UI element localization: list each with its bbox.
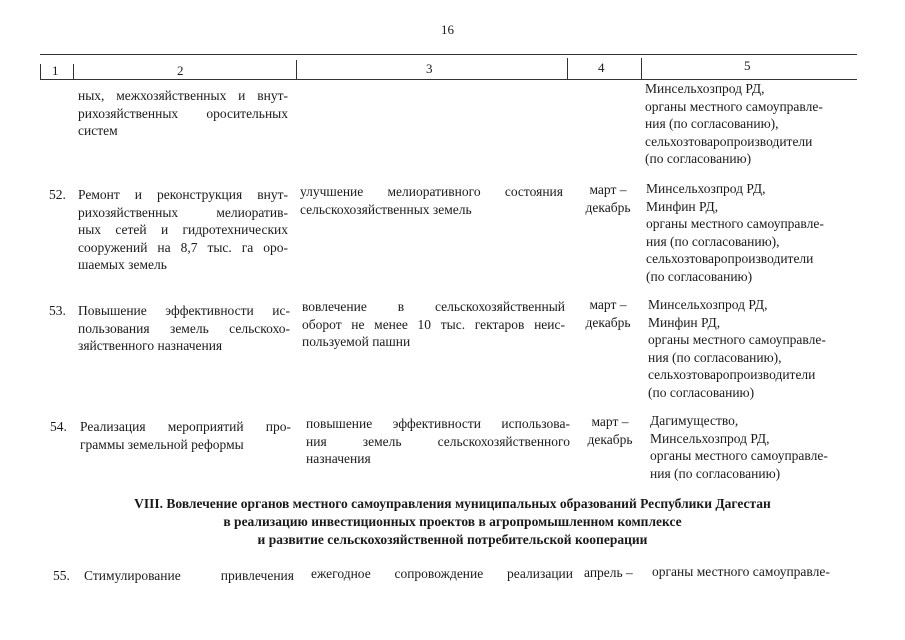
row-measure <box>80 418 291 453</box>
text-line: ежегодное сопровождение реализации <box>311 566 573 581</box>
text-line: март – <box>589 297 627 312</box>
text-line: декабрь <box>585 199 631 215</box>
row-period <box>578 296 638 331</box>
column-header-2: 2 <box>177 63 184 78</box>
text-line: граммы земельной реформы <box>80 436 244 452</box>
text-line: декабрь <box>585 314 631 330</box>
table-header-divider <box>296 60 297 80</box>
row-number: 54. <box>50 419 67 434</box>
text-line: Минфин РД, <box>646 198 719 214</box>
text-line: пользования земель сельскохо- <box>78 320 290 336</box>
text-line: Стимулирование привлечения <box>84 568 294 583</box>
text-line: органы местного самоуправле- <box>646 216 824 231</box>
table-header-divider <box>641 58 642 80</box>
text-line: улучшение мелиоративного состояния <box>300 184 563 199</box>
row-executors <box>646 180 856 285</box>
text-line: Минсельхозпрод РД, <box>645 81 765 96</box>
text-line: Минсельхозпрод РД, <box>650 430 770 446</box>
text-line: сельхозтоваропроизводители <box>645 133 813 149</box>
page-number: 16 <box>441 22 454 37</box>
text-line: ния земель сельскохозяйственного <box>306 433 570 449</box>
text-line: март – <box>591 414 629 429</box>
text-line: (по согласованию) <box>648 384 755 400</box>
column-header-1: 1 <box>52 63 59 78</box>
row-number: 53. <box>49 303 66 318</box>
text-line: рихозяйственных мелиоратив- <box>78 204 288 220</box>
column-header-4: 4 <box>598 60 605 75</box>
text-line: ния (по согласованию), <box>648 349 782 365</box>
section-heading-line: в реализацию инвестиционных проектов в агропромышленном комплексе <box>223 514 682 529</box>
row-result <box>306 415 570 468</box>
row-executors <box>650 412 860 482</box>
row-number: 55. <box>53 568 70 583</box>
row-executors <box>648 296 858 401</box>
text-line: ных, межхозяйственных и внут- <box>78 88 288 103</box>
row-measure <box>84 567 294 585</box>
text-line: шаемых земель <box>78 257 167 272</box>
text-line: декабрь <box>587 431 633 447</box>
text-line: рихозяйственных оросительных <box>78 105 288 121</box>
table-header-top-line <box>40 54 857 55</box>
continuation-measure <box>78 87 288 140</box>
text-line: ния (по согласованию), <box>645 116 779 131</box>
text-line: оборот не менее 10 тыс. гектаров неис- <box>302 316 565 332</box>
row-period <box>584 564 633 582</box>
text-line: повышение эффективности использова- <box>306 416 570 431</box>
column-header-5: 5 <box>744 58 751 73</box>
table-header-divider <box>40 64 41 80</box>
row-result <box>311 565 573 583</box>
text-line: пользуемой пашни <box>302 334 411 349</box>
text-line: Реализация мероприятий про- <box>80 419 291 434</box>
text-line: Минсельхозпрод РД, <box>648 297 768 312</box>
text-line: вовлечение в сельскохозяйственный <box>302 299 565 314</box>
text-line: ния (по согласованию) <box>650 465 781 481</box>
text-line: назначения <box>306 451 371 466</box>
text-line: зяйственного назначения <box>78 338 223 353</box>
row-number: 52. <box>49 187 66 202</box>
column-header-3: 3 <box>426 61 433 76</box>
text-line: март – <box>589 182 627 197</box>
text-line: Минфин РД, <box>648 314 721 330</box>
text-line: Минсельхозпрод РД, <box>646 181 766 196</box>
row-measure <box>78 186 288 274</box>
row-result <box>302 298 565 351</box>
text-line: органы местного самоуправле- <box>648 332 826 347</box>
text-line: апрель – <box>584 565 633 580</box>
text-line: органы местного самоуправле- <box>650 448 828 463</box>
row-measure <box>78 302 290 355</box>
text-line: Повышение эффективности ис- <box>78 303 290 318</box>
text-line: сооружений на 8,7 тыс. га оро- <box>78 239 288 255</box>
text-line: органы местного самоуправле- <box>652 564 830 579</box>
section-heading-line: и развитие сельскохозяйственной потребительской кооперации <box>257 532 648 547</box>
text-line: Ремонт и реконструкция внут- <box>78 187 288 202</box>
text-line: (по согласованию) <box>646 268 753 284</box>
text-line: систем <box>78 123 118 138</box>
row-period <box>578 181 638 216</box>
text-line: органы местного самоуправле- <box>645 98 823 114</box>
row-period <box>580 413 640 448</box>
text-line: сельхозтоваропроизводители <box>646 251 814 266</box>
text-line: (по согласованию) <box>645 151 752 166</box>
text-line: сельхозтоваропроизводители <box>648 367 816 382</box>
row-result <box>300 183 563 218</box>
row-executors <box>652 563 862 581</box>
text-line: ния (по согласованию), <box>646 233 780 249</box>
table-header-divider <box>567 58 568 80</box>
table-header-divider <box>73 64 74 80</box>
section-heading-line: VIII. Вовлечение органов местного самоуправления муниципальных образований Республики Дагестан <box>134 496 771 511</box>
text-line: ных сетей и гидротехнических <box>78 222 288 237</box>
continuation-executors <box>645 80 855 168</box>
text-line: Дагимущество, <box>650 413 739 428</box>
text-line: сельскохозяйственных земель <box>300 201 472 217</box>
section-heading <box>0 495 905 549</box>
